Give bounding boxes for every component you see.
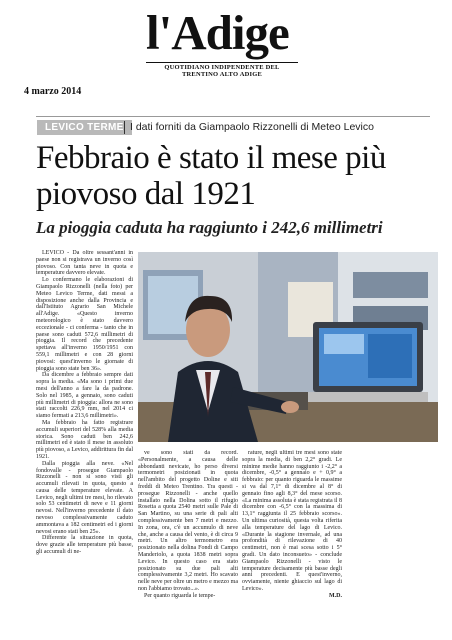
article-paragraph: Differente la situazione in quota, dove grazie alle temperature più basse, gli accumuli di ne- [36, 535, 133, 556]
article-paragraph: Da dicembre a febbraio sempre dati sopra la media. «Ma sono i primi due mesi dell'anno a fare la da padrone. Solo nel 1985, a gennaio, sono caduti più millimetri di pioggia: allora ne sono stati raccolti 226,9 mm, nel 2014 ci siamo fermati a 213,6 millimetri». [36, 372, 133, 420]
author-initials: M.D. [329, 592, 342, 599]
article-paragraph: Dalla pioggia alla neve. «Nel fondovalle - prosegue Giampaolo Rizzonelli - non si sono visti gli accumuli rilevati in quota, questo a causa delle temperature elevate. A Levico, negli ultimi tre mesi, ho rilevato solo 53 centimetri di neve e 11 giorni nevosi. Nell'inverno precedente il dato nevoso complessivamente caduto ammontava a 182 centimetri ed i giorni nevosi erano stati ben 25». [36, 460, 133, 535]
article-column-1 [36, 250, 133, 632]
article-column-3 [242, 450, 342, 632]
top-divider [36, 116, 430, 117]
publication-date: 4 marzo 2014 [24, 86, 82, 97]
article-paragraph: ve sono stati da record. «Personalmente, a causa delle abbondanti nevicate, ho perso diversi termometri posizionati in quota nell'ambito del progetto Doline e siti freddi di Meteo Trentino. Tra questi - prosegue Rizzonelli - anche quello installato nella Dolina sotto il rifugio Rosetta a quota 2540 metri sulle Pale di San Martino, su una serie di pali alti complessivamente ben 7 metri e mezzo. In zona, ora, c'è un accumulo di neve che, anche a causa del vento, è di circa 9 metri. Un altro termometro era posizionato nella dolina Fondi di Campo Manderiolo, a quota 1838 metri sopra Levico. In questo caso era stato posizionato su due pali alti complessivamente 3,2 metri. Ho scavato nelle neve per oltre un metro e mezzo ma non l'abbiamo trovato...». [138, 450, 238, 592]
section-kicker: LEVICO TERME [37, 120, 132, 135]
masthead-title: l'Adige [146, 5, 289, 60]
masthead-subtitle: QUOTIDIANO INDIPENDENTE DEL TRENTINO ALTO ADIGE [146, 62, 298, 78]
article-paragraph: Ma febbraio ha fatto registrare accumuli superiori del 528% alla media storica. Sono caduti ben 242,6 millimetri ed è stato il mese in assoluto più piovoso, a Levico, addirittura fin dal 1921. [36, 419, 133, 460]
article-paragraph: rature, negli ultimi tre mesi sono state sopra la media, di ben 2,2° gradi. Le minime medie hanno raggiunto i -2,2° a dicembre, -0,5° a gennaio e + 0,9° a febbraio: per quanto riguarda le massime si va dal 7,1° di dicembre al 8° di gennaio fino agli 8,3° del mese scorso. «La minima assoluta è stata registrata il 8 dicembre con -6,5° con la massima di 13,1° raggiunta il 25 febbraio scorso». Un ultima curiosità, questa volta riferita alla temperature del lago di Levico. «Durante la stagione invernale, ad una profondità di rilevazione di 40 centimetri, non è mai scesa sotto i 5° gradi. Un dato inconsueto» - conclude Giampaolo Rizzonelli - visto le temperature decisamente più basse degli anni precedenti. E quest'inverno, ovviamente, niente ghiaccio sul lago di Levico». [242, 450, 342, 592]
article-column-4 [345, 450, 442, 632]
kicker-note: I dati forniti da Giampaolo Rizzonelli di Meteo Levico [130, 121, 374, 133]
kicker-separator [124, 121, 125, 134]
article-paragraph: Per quanto riguarda le tempe- [144, 592, 216, 599]
article-paragraph: LEVICO - Da oltre sessant'anni in paese non si registrava un inverno così piovoso. Con tanta neve in quota e temperature davvero elevate. [36, 250, 133, 277]
man-at-computer-photo [138, 252, 438, 442]
article-paragraph: Lo confermano le elaborazioni di Giampaolo Rizzonelli (nella foto) per Meteo Levico Terme, dati messi a disposizione anche dalla Provincia e dall'Istituto Agrario San Michele all'Adige. «Questo inverno meteorologico è stato davvero eccezionale - ci conferma - tanto che in paese sono caduti 572,6 millimetri di pioggia. Il record che precedente spettava all'inverno 1950/1951 con 559,1 millimetri e con 28 giorni piovosi: quest'inverno le giornate di pioggia sono state ben 36». [36, 277, 133, 372]
headline: Febbraio è stato il mese più piovoso dal 1921 [36, 140, 386, 212]
article-column-2 [138, 450, 238, 632]
subheadline: La pioggia caduta ha raggiunto i 242,6 millimetri [36, 218, 383, 237]
